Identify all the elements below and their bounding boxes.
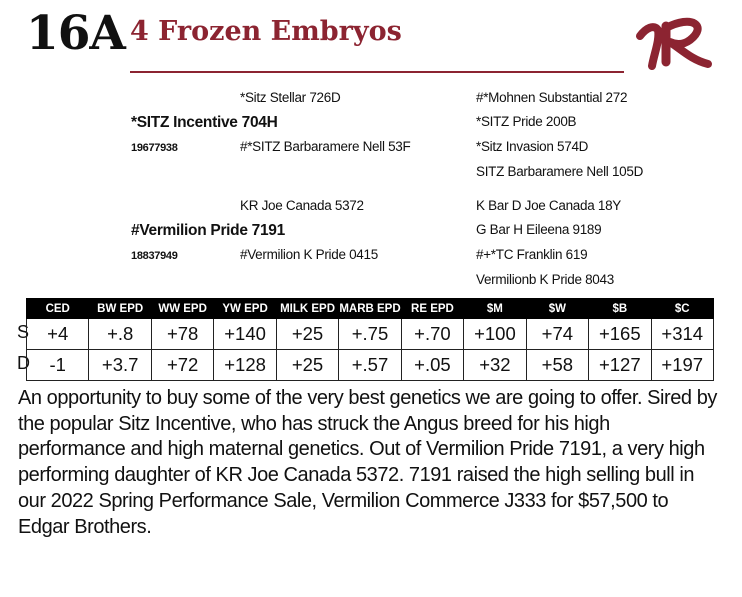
- header-re: RE EPD: [401, 299, 463, 319]
- dam-dam: #Vermilion K Pride 0415: [240, 247, 378, 262]
- table-cell: +74: [526, 319, 588, 350]
- sire-sire: *Sitz Stellar 726D: [240, 90, 341, 105]
- row-label-dam: D: [17, 353, 30, 373]
- table-cell: +197: [651, 350, 713, 381]
- sire-grandsire-sire: #*Mohnen Substantial 272: [476, 90, 628, 105]
- dam-granddam-dam: Vermilionb K Pride 8043: [476, 272, 614, 287]
- row-label-sire: S: [17, 322, 30, 342]
- table-cell: +25: [276, 350, 338, 381]
- table-cell: +.05: [401, 350, 463, 381]
- dam-grandsire-sire: K Bar D Joe Canada 18Y: [476, 198, 621, 213]
- table-cell: +100: [464, 319, 526, 350]
- sire-dam: #*SITZ Barbaramere Nell 53F: [240, 139, 411, 154]
- header-bw: BW EPD: [89, 299, 151, 319]
- table-cell: +127: [589, 350, 651, 381]
- header-c: $C: [651, 299, 713, 319]
- epd-table: [26, 298, 714, 381]
- sire-registration: 19677938: [131, 142, 178, 154]
- table-cell: +32: [464, 350, 526, 381]
- sire-granddam-dam: SITZ Barbaramere Nell 105D: [476, 164, 644, 179]
- lot-title: 4 Frozen Embryos: [130, 16, 402, 47]
- header-yw: YW EPD: [214, 299, 276, 319]
- sire-name: *SITZ Incentive 704H: [131, 114, 278, 131]
- table-cell: +.57: [339, 350, 401, 381]
- header-ced: CED: [27, 299, 89, 319]
- lot-description: An opportunity to buy some of the very best genetics we are going to offer. Sired by the popular Sitz Incentive, who has struck the Angus breed for his high performance and high maternal genetics. Out of Vermilion Pride 7191, a very high performing daughter of KR Joe Canada 5372. 7191 raised the high selling bull in our 2022 Spring Performance Sale, Vermilion Commerce J333 for $57,500 to Edgar Brothers.: [18, 387, 717, 538]
- header-milk: MILK EPD: [276, 299, 338, 319]
- table-cell: +.70: [401, 319, 463, 350]
- dam-granddam-sire: G Bar H Eileena 9189: [476, 222, 602, 237]
- table-cell: +78: [151, 319, 213, 350]
- sire-granddam-sire: *SITZ Pride 200B: [476, 114, 577, 129]
- header-marb: MARB EPD: [339, 299, 401, 319]
- table-cell: +25: [276, 319, 338, 350]
- table-cell: +.8: [89, 319, 151, 350]
- header-ww: WW EPD: [151, 299, 213, 319]
- table-cell: +128: [214, 350, 276, 381]
- table-cell: +3.7: [89, 350, 151, 381]
- dam-grandsire-dam: #+*TC Franklin 619: [476, 247, 588, 262]
- table-row: [27, 350, 714, 381]
- lot-number: 16A: [26, 6, 125, 61]
- table-cell: +314: [651, 319, 713, 350]
- dam-registration: 18837949: [131, 250, 178, 262]
- table-cell: +72: [151, 350, 213, 381]
- vr-brand-logo: [632, 6, 714, 72]
- table-cell: +165: [589, 319, 651, 350]
- header-b: $B: [589, 299, 651, 319]
- table-cell: +58: [526, 350, 588, 381]
- table-row: [27, 319, 714, 350]
- table-cell: -1: [27, 350, 89, 381]
- header-w: $W: [526, 299, 588, 319]
- header-m: $M: [464, 299, 526, 319]
- sire-grandsire-dam: *Sitz Invasion 574D: [476, 139, 589, 154]
- table-cell: +4: [27, 319, 89, 350]
- title-rule: [130, 71, 624, 73]
- table-cell: +140: [214, 319, 276, 350]
- epd-header-row: [27, 299, 714, 319]
- table-cell: +.75: [339, 319, 401, 350]
- dam-name: #Vermilion Pride 7191: [131, 222, 285, 239]
- dam-sire: KR Joe Canada 5372: [240, 198, 364, 213]
